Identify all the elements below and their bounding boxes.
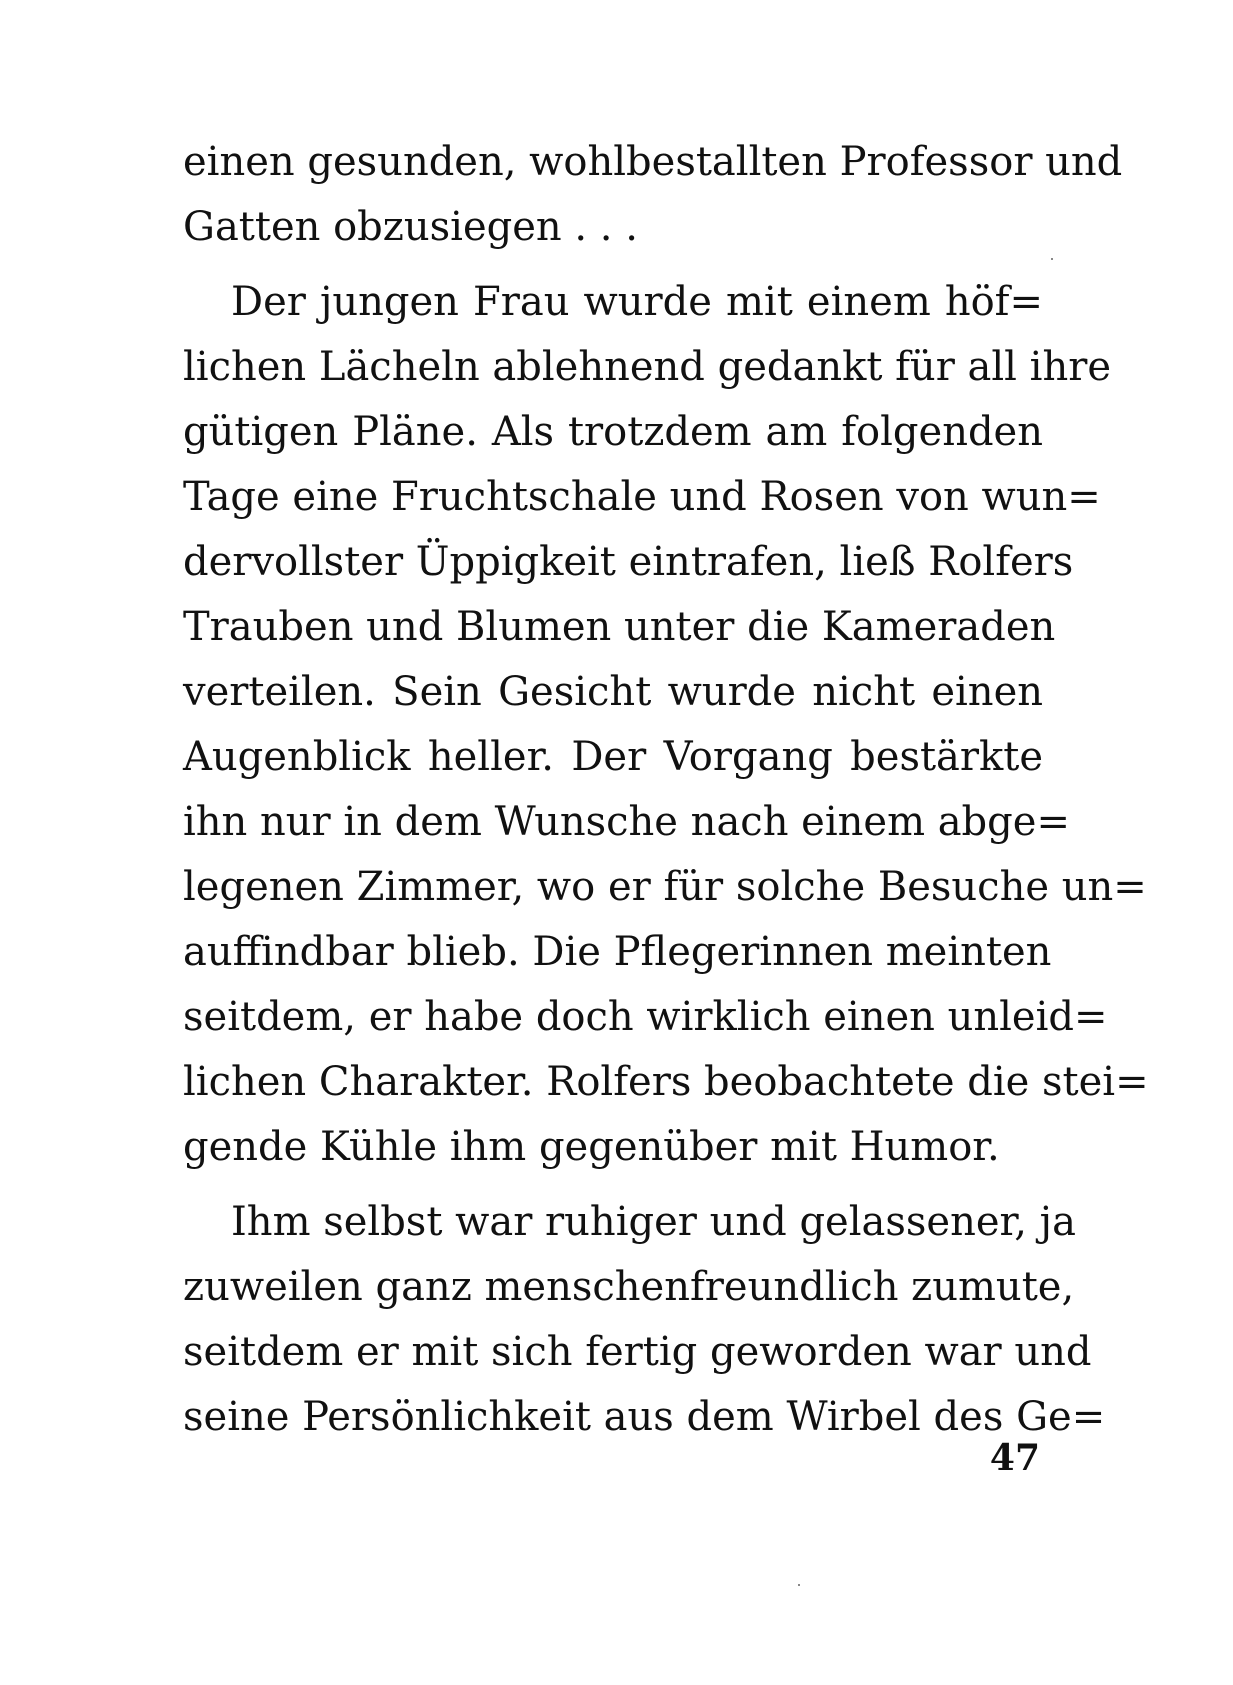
text-line: gende Kühle ihm gegenüber mit Humor. [183, 1124, 1000, 1170]
text-line: zuweilen ganz menschenfreundlich zumute, [183, 1264, 1075, 1310]
text-line: Trauben und Blumen unter die Kameraden [183, 604, 1056, 650]
page-number: 47 [989, 1437, 1040, 1479]
text-line: einen gesunden, wohlbestallten Professor und [183, 139, 1123, 185]
text-line: seitdem er mit sich fertig geworden war und [183, 1329, 1092, 1375]
print-speck [1051, 258, 1053, 260]
paragraph-gap [183, 1180, 1043, 1190]
text-line: auffindbar blieb. Die Pflegerinnen meinten [183, 929, 1052, 975]
text-line: legenen Zimmer, wo er für solche Besuche un= [183, 864, 1147, 910]
text-line: Gatten obzusiegen . . . [183, 204, 638, 250]
text-line: seine Persönlichkeit aus dem Wirbel des Ge= [183, 1394, 1106, 1440]
text-line: lichen Charakter. Rolfers beobachtete die stei= [183, 1059, 1149, 1105]
text-line: ihn nur in dem Wunsche nach einem abge= [183, 799, 1070, 845]
text-line: Der jungen Frau wurde mit einem höf= [231, 279, 1043, 325]
paragraph-gap [183, 260, 1043, 270]
text-line: Tage eine Fruchtschale und Rosen von wun= [183, 474, 1101, 520]
print-speck [798, 1584, 800, 1586]
text-line: gütigen Pläne. Als trotzdem am folgenden [183, 409, 1043, 455]
text-line: seitdem, er habe doch wirklich einen unleid= [183, 994, 1108, 1040]
text-line: verteilen. Sein Gesicht wurde nicht einen [183, 669, 1043, 715]
text-line: lichen Lächeln ablehnend gedankt für all ihre [183, 344, 1112, 390]
text-line: dervollster Üppigkeit eintrafen, ließ Rolfers [183, 539, 1074, 585]
body-text [183, 130, 1149, 1450]
text-line: Augenblick heller. Der Vorgang bestärkte [183, 734, 1043, 780]
text-line: Ihm selbst war ruhiger und gelassener, ja [231, 1199, 1076, 1245]
